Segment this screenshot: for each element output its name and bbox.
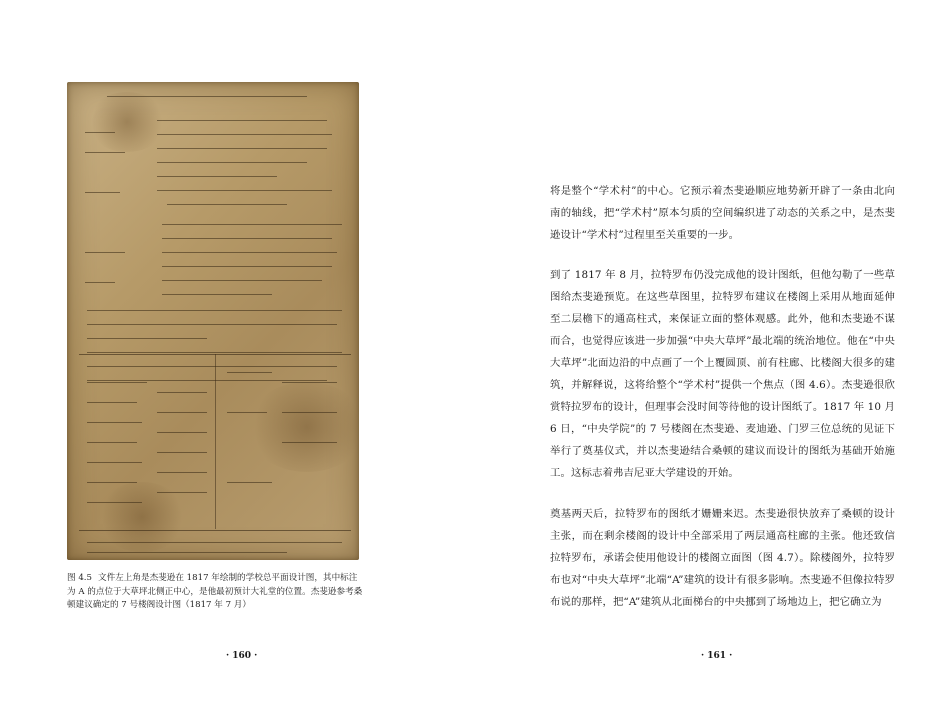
figure-caption-text: 文件左上角是杰斐逊在 1817 年绘制的学校总平面设计图，其中标注为 A 的点位于大草坪北侧正中心，是他最初预计大礼堂的位置。杰斐逊参考桑顿建议确定的 7 号楼阁设计图（1817 年 7 月） bbox=[67, 573, 363, 610]
page-number-right: · 161 · bbox=[701, 651, 733, 661]
body-paragraph-1: 将是整个“学术村”的中心。它预示着杰斐逊顺应地势新开辟了一条由北向南的轴线，把“学术村”原本匀质的空间编织进了动态的关系之中，是杰斐逊设计“学术村”过程里至关重要的一步。 bbox=[550, 185, 895, 241]
manuscript-figure-image bbox=[67, 82, 359, 560]
figure-caption bbox=[67, 572, 365, 613]
right-page bbox=[475, 0, 950, 705]
body-paragraph-3: 奠基两天后，拉特罗布的图纸才姗姗来迟。杰斐逊很快放弃了桑顿的设计主张，而在剩余楼阁的设计中全部采用了两层通高柱廊的主张。他还致信拉特罗布，承诺会使用他设计的楼阁立面图（图 4.7）。除楼阁外，拉特罗布也对“中央大草坪”北端“A”建筑的设计有很多影响。杰斐逊不但像拉特罗布说的那样，把“A”建筑从北面梯台的中央挪到了场地边上，把它确立为 bbox=[550, 508, 895, 608]
body-paragraph-2: 到了 1817 年 8 月，拉特罗布仍没完成他的设计图纸，但他勾勒了一些草图给杰斐逊预览。在这些草图里，拉特罗布建议在楼阁上采用从地面延伸至二层檐下的通高柱式，来保证立面的整体观感。此外，他和杰斐逊不谋而合，也觉得应该进一步加强“中央大草坪”最北端的统治地位。他在“中央大草坪”北面边沿的中点画了一个上覆圆顶、前有柱廊、比楼阁大很多的建筑，并解释说，这将给整个“学术村”提供一个焦点（图 4.6）。杰斐逊很欣赏特拉罗布的设计，但理事会没时间等待他的设计图纸了。1817 年 10 月 6 日，“中央学院”的 7 号楼阁在杰斐逊、麦迪逊、门罗三位总统的见证下举行了奠基仪式，并以杰斐逊结合桑顿的建议而设计的图纸为基础开始施工。这标志着弗吉尼亚大学建设的开始。 bbox=[550, 269, 895, 479]
page-number-left: · 160 · bbox=[226, 651, 258, 661]
figure-caption-number: 图 4.5 bbox=[67, 573, 92, 583]
